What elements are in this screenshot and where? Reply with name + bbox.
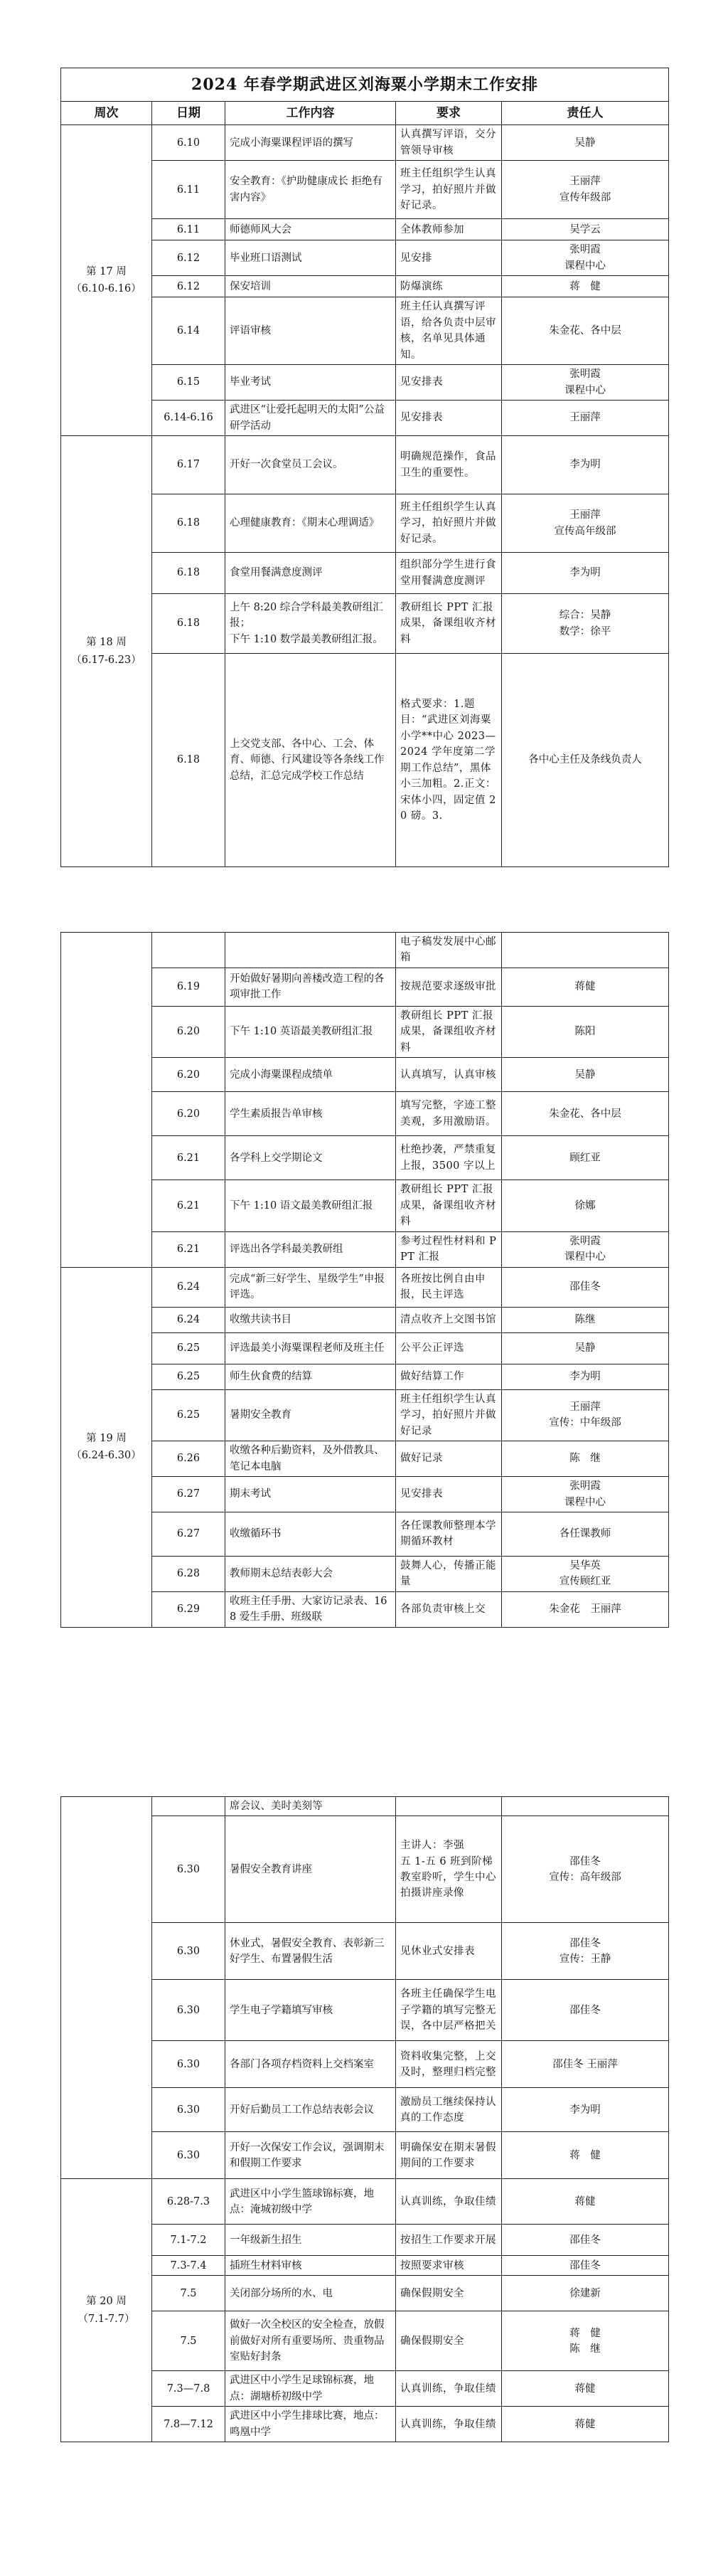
table-row xyxy=(61,2225,669,2256)
person-cell: 蒋健 xyxy=(502,2179,669,2225)
table-row xyxy=(61,1267,669,1307)
date-cell: 7.5 xyxy=(152,2311,225,2371)
work-cell: 做好一次全校区的安全检查，放假前做好对所有重要场所、贵重物品室贴好封条 xyxy=(225,2311,396,2371)
table-row xyxy=(61,401,669,436)
date-cell: 6.18 xyxy=(152,654,225,867)
requirement-cell: 参考过程性材料和 PPT 汇报 xyxy=(396,1231,502,1267)
requirement-cell: 鼓舞人心，传播正能量 xyxy=(396,1556,502,1591)
work-cell: 收缴循环书 xyxy=(225,1512,396,1556)
work-cell: 开好一次食堂员工会议。 xyxy=(225,436,396,494)
requirement-cell: 明确规范操作，食品卫生的重要性。 xyxy=(396,436,502,494)
header-person: 责任人 xyxy=(502,102,669,125)
work-cell: 各学科上交学期论文 xyxy=(225,1136,396,1180)
table-row xyxy=(61,933,669,968)
date-cell: 6.24 xyxy=(152,1267,225,1307)
person-cell: 邵佳冬 xyxy=(502,1267,669,1307)
requirement-cell: 认真训练，争取佳绩 xyxy=(396,2179,502,2225)
person-cell: 邵佳冬 宣传：高年级部 xyxy=(502,1816,669,1923)
requirement-cell: 见休业式安排表 xyxy=(396,1923,502,1980)
table-row xyxy=(61,1364,669,1389)
date-cell: 6.28 xyxy=(152,1556,225,1591)
requirement-cell: 公平公正评选 xyxy=(396,1332,502,1364)
work-cell: 毕业考试 xyxy=(225,365,396,401)
person-cell: 吴静 xyxy=(502,125,669,161)
work-cell: 休业式，暑假安全教育、表彰新三好学生、布置暑假生活 xyxy=(225,1923,396,1980)
date-cell: 7.3-7.4 xyxy=(152,2256,225,2276)
date-cell: 6.15 xyxy=(152,365,225,401)
table-row xyxy=(61,594,669,654)
table-row xyxy=(61,2276,669,2311)
requirement-cell: 见安排表 xyxy=(396,365,502,401)
date-cell: 6.18 xyxy=(152,494,225,553)
table-row xyxy=(61,2256,669,2276)
requirement-cell: 见安排表 xyxy=(396,1477,502,1512)
work-cell: 收缴各种后勤资料，及外借教具、笔记本电脑 xyxy=(225,1441,396,1477)
requirement-cell: 教研组长 PPT 汇报成果，备课组收齐材料 xyxy=(396,594,502,654)
header-work: 工作内容 xyxy=(225,102,396,125)
header-week: 周次 xyxy=(61,102,152,125)
work-cell: 心理健康教育：《期末心理调适》 xyxy=(225,494,396,553)
person-cell: 蒋健 xyxy=(502,968,669,1006)
date-cell: 6.30 xyxy=(152,1980,225,2041)
requirement-cell: 做好记录 xyxy=(396,1441,502,1477)
week-label: 第 20 周 xyxy=(86,2296,127,2308)
table-row xyxy=(61,494,669,553)
work-cell: 完成小海粟课程成绩单 xyxy=(225,1058,396,1092)
week20-rows xyxy=(61,2179,669,2442)
requirement-cell: 班主任组织学生认真学习，拍好照片并做好记录。 xyxy=(396,161,502,219)
person-cell: 李为明 xyxy=(502,1364,669,1389)
date-cell: 6.20 xyxy=(152,1058,225,1092)
table-row xyxy=(61,2407,669,2442)
work-cell: 学生电子学籍填写审核 xyxy=(225,1980,396,2041)
date-cell: 6.26 xyxy=(152,1441,225,1477)
person-cell: 张明霞 课程中心 xyxy=(502,365,669,401)
requirement-cell: 资料收集完整，上交及时，整理归档完整 xyxy=(396,2041,502,2088)
person-cell: 蒋健 xyxy=(502,2371,669,2407)
table-row xyxy=(61,1797,669,1816)
date-cell: 6.30 xyxy=(152,1923,225,1980)
table-row xyxy=(61,1591,669,1627)
requirement-cell: 激励员工继续保持认真的工作态度 xyxy=(396,2088,502,2132)
table-row xyxy=(61,2371,669,2407)
requirement-cell: 认真训练，争取佳绩 xyxy=(396,2407,502,2442)
date-cell: 6.27 xyxy=(152,1477,225,1512)
table-row xyxy=(61,1058,669,1092)
work-cell: 席会议、美时美刻等 xyxy=(225,1797,396,1816)
work-cell: 暑假安全教育讲座 xyxy=(225,1816,396,1923)
date-cell: 6.19 xyxy=(152,968,225,1006)
week18-cont-rows xyxy=(61,933,669,1268)
work-cell: 武进区中小学生篮球锦标赛，地点：淹城初级中学 xyxy=(225,2179,396,2225)
date-cell: 6.25 xyxy=(152,1364,225,1389)
table-row xyxy=(61,2088,669,2132)
work-cell: 评选最美小海粟课程老师及班主任 xyxy=(225,1332,396,1364)
table-row xyxy=(61,219,669,240)
table-row xyxy=(61,1180,669,1231)
date-cell: 6.18 xyxy=(152,594,225,654)
person-cell: 张明霞 课程中心 xyxy=(502,1231,669,1267)
week-range: （6.24-6.30） xyxy=(71,1450,141,1462)
requirement-cell: 做好结算工作 xyxy=(396,1364,502,1389)
work-cell: 武进区“让爱托起明天的太阳”公益研学活动 xyxy=(225,401,396,436)
person-cell: 陈继 xyxy=(502,1307,669,1332)
table-row xyxy=(61,1332,669,1364)
person-cell: 徐建新 xyxy=(502,2276,669,2311)
person-cell: 王丽萍 宣传：中年级部 xyxy=(502,1389,669,1441)
work-cell: 毕业班口语测试 xyxy=(225,240,396,276)
requirement-cell: 各任课教师整理本学期循环教材 xyxy=(396,1512,502,1556)
week-label: 第 19 周 xyxy=(86,1432,127,1444)
person-cell: 朱金花、各中层 xyxy=(502,297,669,365)
table-row xyxy=(61,161,669,219)
date-cell: 6.30 xyxy=(152,2041,225,2088)
requirement-cell: 按招生工作要求开展 xyxy=(396,2225,502,2256)
date-cell: 6.24 xyxy=(152,1307,225,1332)
week-cell xyxy=(61,2179,152,2442)
person-cell: 陈阳 xyxy=(502,1006,669,1057)
work-cell: 暑期安全教育 xyxy=(225,1389,396,1441)
week-label: 第 17 周 xyxy=(86,265,127,277)
person-cell xyxy=(502,1797,669,1816)
work-cell: 收缴共读书目 xyxy=(225,1307,396,1332)
requirement-cell: 全体教师参加 xyxy=(396,219,502,240)
header-row xyxy=(61,102,669,125)
date-cell: 6.10 xyxy=(152,125,225,161)
date-cell xyxy=(152,1797,225,1816)
requirement-cell: 主讲人：李强 五 1-五 6 班到阶梯教室聆听，学生中心拍摄讲座录像 xyxy=(396,1816,502,1923)
table-row xyxy=(61,1092,669,1136)
work-cell: 收班主任手册、大家访记录表、168 爱生手册、班级联 xyxy=(225,1591,396,1627)
date-cell: 6.27 xyxy=(152,1512,225,1556)
table-row xyxy=(61,1477,669,1512)
table-row xyxy=(61,276,669,297)
schedule-table-3 xyxy=(60,1796,669,2442)
header-date: 日期 xyxy=(152,102,225,125)
requirement-cell: 班主任认真撰写评语，给各负责中层审核，名单见具体通知。 xyxy=(396,297,502,365)
person-cell: 李为明 xyxy=(502,553,669,594)
person-cell: 吴静 xyxy=(502,1058,669,1092)
person-cell: 顾红亚 xyxy=(502,1136,669,1180)
work-cell xyxy=(225,933,396,968)
table-row xyxy=(61,1556,669,1591)
work-cell: 开好一次保安工作会议，强调期末和假期工作要求 xyxy=(225,2132,396,2179)
week-range: （7.1-7.7） xyxy=(77,2313,135,2325)
work-cell: 武进区中小学生排球比赛，地点：鸣凰中学 xyxy=(225,2407,396,2442)
date-cell: 6.30 xyxy=(152,2088,225,2132)
work-cell: 上交党支部、各中心、工会、体育、师德、行风建设等各条线工作总结，汇总完成学校工作总结 xyxy=(225,654,396,867)
date-cell: 6.14 xyxy=(152,297,225,365)
work-cell: 各部门各项存档资料上交档案室 xyxy=(225,2041,396,2088)
requirement-cell: 确保假期安全 xyxy=(396,2276,502,2311)
requirement-cell xyxy=(396,1797,502,1816)
date-cell: 6.11 xyxy=(152,161,225,219)
requirement-cell: 各部负责审核上交 xyxy=(396,1591,502,1627)
week19-cont-rows xyxy=(61,1797,669,2179)
requirement-cell: 认真训练，争取佳绩 xyxy=(396,2371,502,2407)
date-cell: 6.25 xyxy=(152,1389,225,1441)
work-cell: 安全教育：《护助健康成长 拒绝有害内容》 xyxy=(225,161,396,219)
requirement-cell: 确保假期安全 xyxy=(396,2311,502,2371)
requirement-cell: 班主任组织学生认真学习，拍好照片并做好记录 xyxy=(396,1389,502,1441)
requirement-cell: 见安排 xyxy=(396,240,502,276)
work-cell: 学生素质报告单审核 xyxy=(225,1092,396,1136)
date-cell: 6.28-7.3 xyxy=(152,2179,225,2225)
requirement-cell: 认真填写，认真审核 xyxy=(396,1058,502,1092)
person-cell: 邵佳冬 宣传：王静 xyxy=(502,1923,669,1980)
work-cell: 教师期末总结表彰大会 xyxy=(225,1556,396,1591)
date-cell: 6.20 xyxy=(152,1092,225,1136)
table-row xyxy=(61,2132,669,2179)
person-cell: 综合：吴静 数学：徐平 xyxy=(502,594,669,654)
doc-title: 2024 年春学期武进区刘海粟小学期末工作安排 xyxy=(61,68,669,102)
person-cell: 邵佳冬 xyxy=(502,2256,669,2276)
person-cell: 张明霞 课程中心 xyxy=(502,240,669,276)
person-cell: 陈 继 xyxy=(502,1441,669,1477)
person-cell xyxy=(502,933,669,968)
requirement-cell: 认真撰写评语，交分管领导审核 xyxy=(396,125,502,161)
person-cell: 张明霞 课程中心 xyxy=(502,1477,669,1512)
date-cell: 7.5 xyxy=(152,2276,225,2311)
person-cell: 吴学云 xyxy=(502,219,669,240)
person-cell: 蒋 健 xyxy=(502,2132,669,2179)
table-row xyxy=(61,1136,669,1180)
person-cell: 蒋 健 陈 继 xyxy=(502,2311,669,2371)
person-cell: 各中心主任及条线负责人 xyxy=(502,654,669,867)
requirement-cell: 格式要求：1.题目：“武进区刘海粟小学**中心 2023—2024 学年度第二学期工作总结”，黑体小三加粗。2.正文：宋体小四，固定值 20 磅。3. xyxy=(396,654,502,867)
table-row xyxy=(61,1441,669,1477)
page-1 xyxy=(60,68,668,907)
requirement-cell: 各班按比例自由申报，民主评选 xyxy=(396,1267,502,1307)
work-cell: 关闭部分场所的水、电 xyxy=(225,2276,396,2311)
table-row xyxy=(61,1389,669,1441)
date-cell: 6.18 xyxy=(152,553,225,594)
requirement-cell: 班主任组织学生认真学习，拍好照片并做好记录。 xyxy=(396,494,502,553)
requirement-cell: 按照要求审核 xyxy=(396,2256,502,2276)
week-label: 第 18 周 xyxy=(86,636,127,648)
table-row xyxy=(61,968,669,1006)
work-cell: 食堂用餐满意度测评 xyxy=(225,553,396,594)
date-cell: 6.14-6.16 xyxy=(152,401,225,436)
table-row xyxy=(61,553,669,594)
date-cell: 6.21 xyxy=(152,1180,225,1231)
person-cell: 蒋健 xyxy=(502,2407,669,2442)
table-row xyxy=(61,1923,669,1980)
week-range: （6.17-6.23） xyxy=(71,654,141,666)
date-cell: 7.8—7.12 xyxy=(152,2407,225,2442)
work-cell: 师德师风大会 xyxy=(225,219,396,240)
date-cell: 6.25 xyxy=(152,1332,225,1364)
table-row xyxy=(61,2041,669,2088)
table-row xyxy=(61,1816,669,1923)
table-row xyxy=(61,1980,669,2041)
work-cell: 武进区中小学生足球锦标赛，地点：湖塘桥初级中学 xyxy=(225,2371,396,2407)
date-cell: 6.12 xyxy=(152,240,225,276)
requirement-cell: 各班主任确保学生电子学籍的填写完整无误，各中层严格把关 xyxy=(396,1980,502,2041)
work-cell: 一年级新生招生 xyxy=(225,2225,396,2256)
requirement-cell: 防爆演练 xyxy=(396,276,502,297)
work-cell: 插班生材料审核 xyxy=(225,2256,396,2276)
week-range: （6.10-6.16） xyxy=(71,283,141,295)
work-cell: 下午 1:10 英语最美教研组汇报 xyxy=(225,1006,396,1057)
person-cell: 吴华英 宣传顾红亚 xyxy=(502,1556,669,1591)
table-row xyxy=(61,1512,669,1556)
work-cell: 保安培训 xyxy=(225,276,396,297)
requirement-cell: 清点收齐上交图书馆 xyxy=(396,1307,502,1332)
table-row xyxy=(61,2179,669,2225)
week18-rows xyxy=(61,436,669,867)
person-cell: 邵佳冬 xyxy=(502,2225,669,2256)
week-cell xyxy=(61,1267,152,1627)
table-row xyxy=(61,365,669,401)
person-cell: 吴静 xyxy=(502,1332,669,1364)
date-cell: 6.11 xyxy=(152,219,225,240)
work-cell: 下午 1:10 语文最美教研组汇报 xyxy=(225,1180,396,1231)
requirement-cell: 填写完整，字迹工整美观，多用激励语。 xyxy=(396,1092,502,1136)
work-cell: 开好后勤员工工作总结表彰会议 xyxy=(225,2088,396,2132)
requirement-cell: 电子稿发发展中心邮箱 xyxy=(396,933,502,968)
date-cell xyxy=(152,933,225,968)
person-cell: 李为明 xyxy=(502,436,669,494)
work-cell: 评选出各学科最美教研组 xyxy=(225,1231,396,1267)
person-cell: 王丽萍 宣传年级部 xyxy=(502,161,669,219)
person-cell: 徐娜 xyxy=(502,1180,669,1231)
page-3 xyxy=(60,1796,668,2565)
schedule-table-2 xyxy=(60,932,669,1628)
date-cell: 6.29 xyxy=(152,1591,225,1627)
week17-rows xyxy=(61,125,669,436)
date-cell: 6.30 xyxy=(152,1816,225,1923)
person-cell: 各任课教师 xyxy=(502,1512,669,1556)
page-2 xyxy=(60,932,668,1771)
work-cell: 评语审核 xyxy=(225,297,396,365)
work-cell: 期末考试 xyxy=(225,1477,396,1512)
work-cell: 师生伙食费的结算 xyxy=(225,1364,396,1389)
week19-rows xyxy=(61,1267,669,1627)
week-cell xyxy=(61,933,152,1268)
date-cell: 6.20 xyxy=(152,1006,225,1057)
requirement-cell: 按规范要求逐级审批 xyxy=(396,968,502,1006)
work-cell: 完成“新三好学生、星级学生”申报评选。 xyxy=(225,1267,396,1307)
requirement-cell: 明确保安在期末暑假期间的工作要求 xyxy=(396,2132,502,2179)
person-cell: 邵佳冬 王丽萍 xyxy=(502,2041,669,2088)
person-cell: 邵佳冬 xyxy=(502,1980,669,2041)
table-row xyxy=(61,1231,669,1267)
header-req: 要求 xyxy=(396,102,502,125)
week-cell xyxy=(61,436,152,867)
requirement-cell: 杜绝抄袭，严禁重复上报，3500 字以上 xyxy=(396,1136,502,1180)
work-cell: 开始做好暑期向善楼改造工程的各项审批工作 xyxy=(225,968,396,1006)
table-row xyxy=(61,654,669,867)
work-cell: 上午 8:20 综合学科最美教研组汇报； 下午 1:10 数学最美教研组汇报。 xyxy=(225,594,396,654)
date-cell: 6.21 xyxy=(152,1231,225,1267)
date-cell: 7.3—7.8 xyxy=(152,2371,225,2407)
person-cell: 朱金花、各中层 xyxy=(502,1092,669,1136)
requirement-cell: 教研组长 PPT 汇报成果，备课组收齐材料 xyxy=(396,1180,502,1231)
person-cell: 李为明 xyxy=(502,2088,669,2132)
date-cell: 6.21 xyxy=(152,1136,225,1180)
person-cell: 蒋 健 xyxy=(502,276,669,297)
table-row xyxy=(61,1006,669,1057)
date-cell: 6.17 xyxy=(152,436,225,494)
person-cell: 王丽萍 xyxy=(502,401,669,436)
week-cell xyxy=(61,1797,152,2179)
table-row xyxy=(61,125,669,161)
table-row xyxy=(61,240,669,276)
week-cell xyxy=(61,125,152,436)
date-cell: 6.30 xyxy=(152,2132,225,2179)
table-row xyxy=(61,1307,669,1332)
date-cell: 7.1-7.2 xyxy=(152,2225,225,2256)
table-row xyxy=(61,297,669,365)
table-row xyxy=(61,2311,669,2371)
schedule-table-1 xyxy=(60,68,669,867)
person-cell: 王丽萍 宣传高年级部 xyxy=(502,494,669,553)
requirement-cell: 组织部分学生进行食堂用餐满意度测评 xyxy=(396,553,502,594)
date-cell: 6.12 xyxy=(152,276,225,297)
table-row xyxy=(61,436,669,494)
work-cell: 完成小海粟课程评语的撰写 xyxy=(225,125,396,161)
requirement-cell: 见安排表 xyxy=(396,401,502,436)
person-cell: 朱金花 王丽萍 xyxy=(502,1591,669,1627)
requirement-cell: 教研组长 PPT 汇报成果，备课组收齐材料 xyxy=(396,1006,502,1057)
